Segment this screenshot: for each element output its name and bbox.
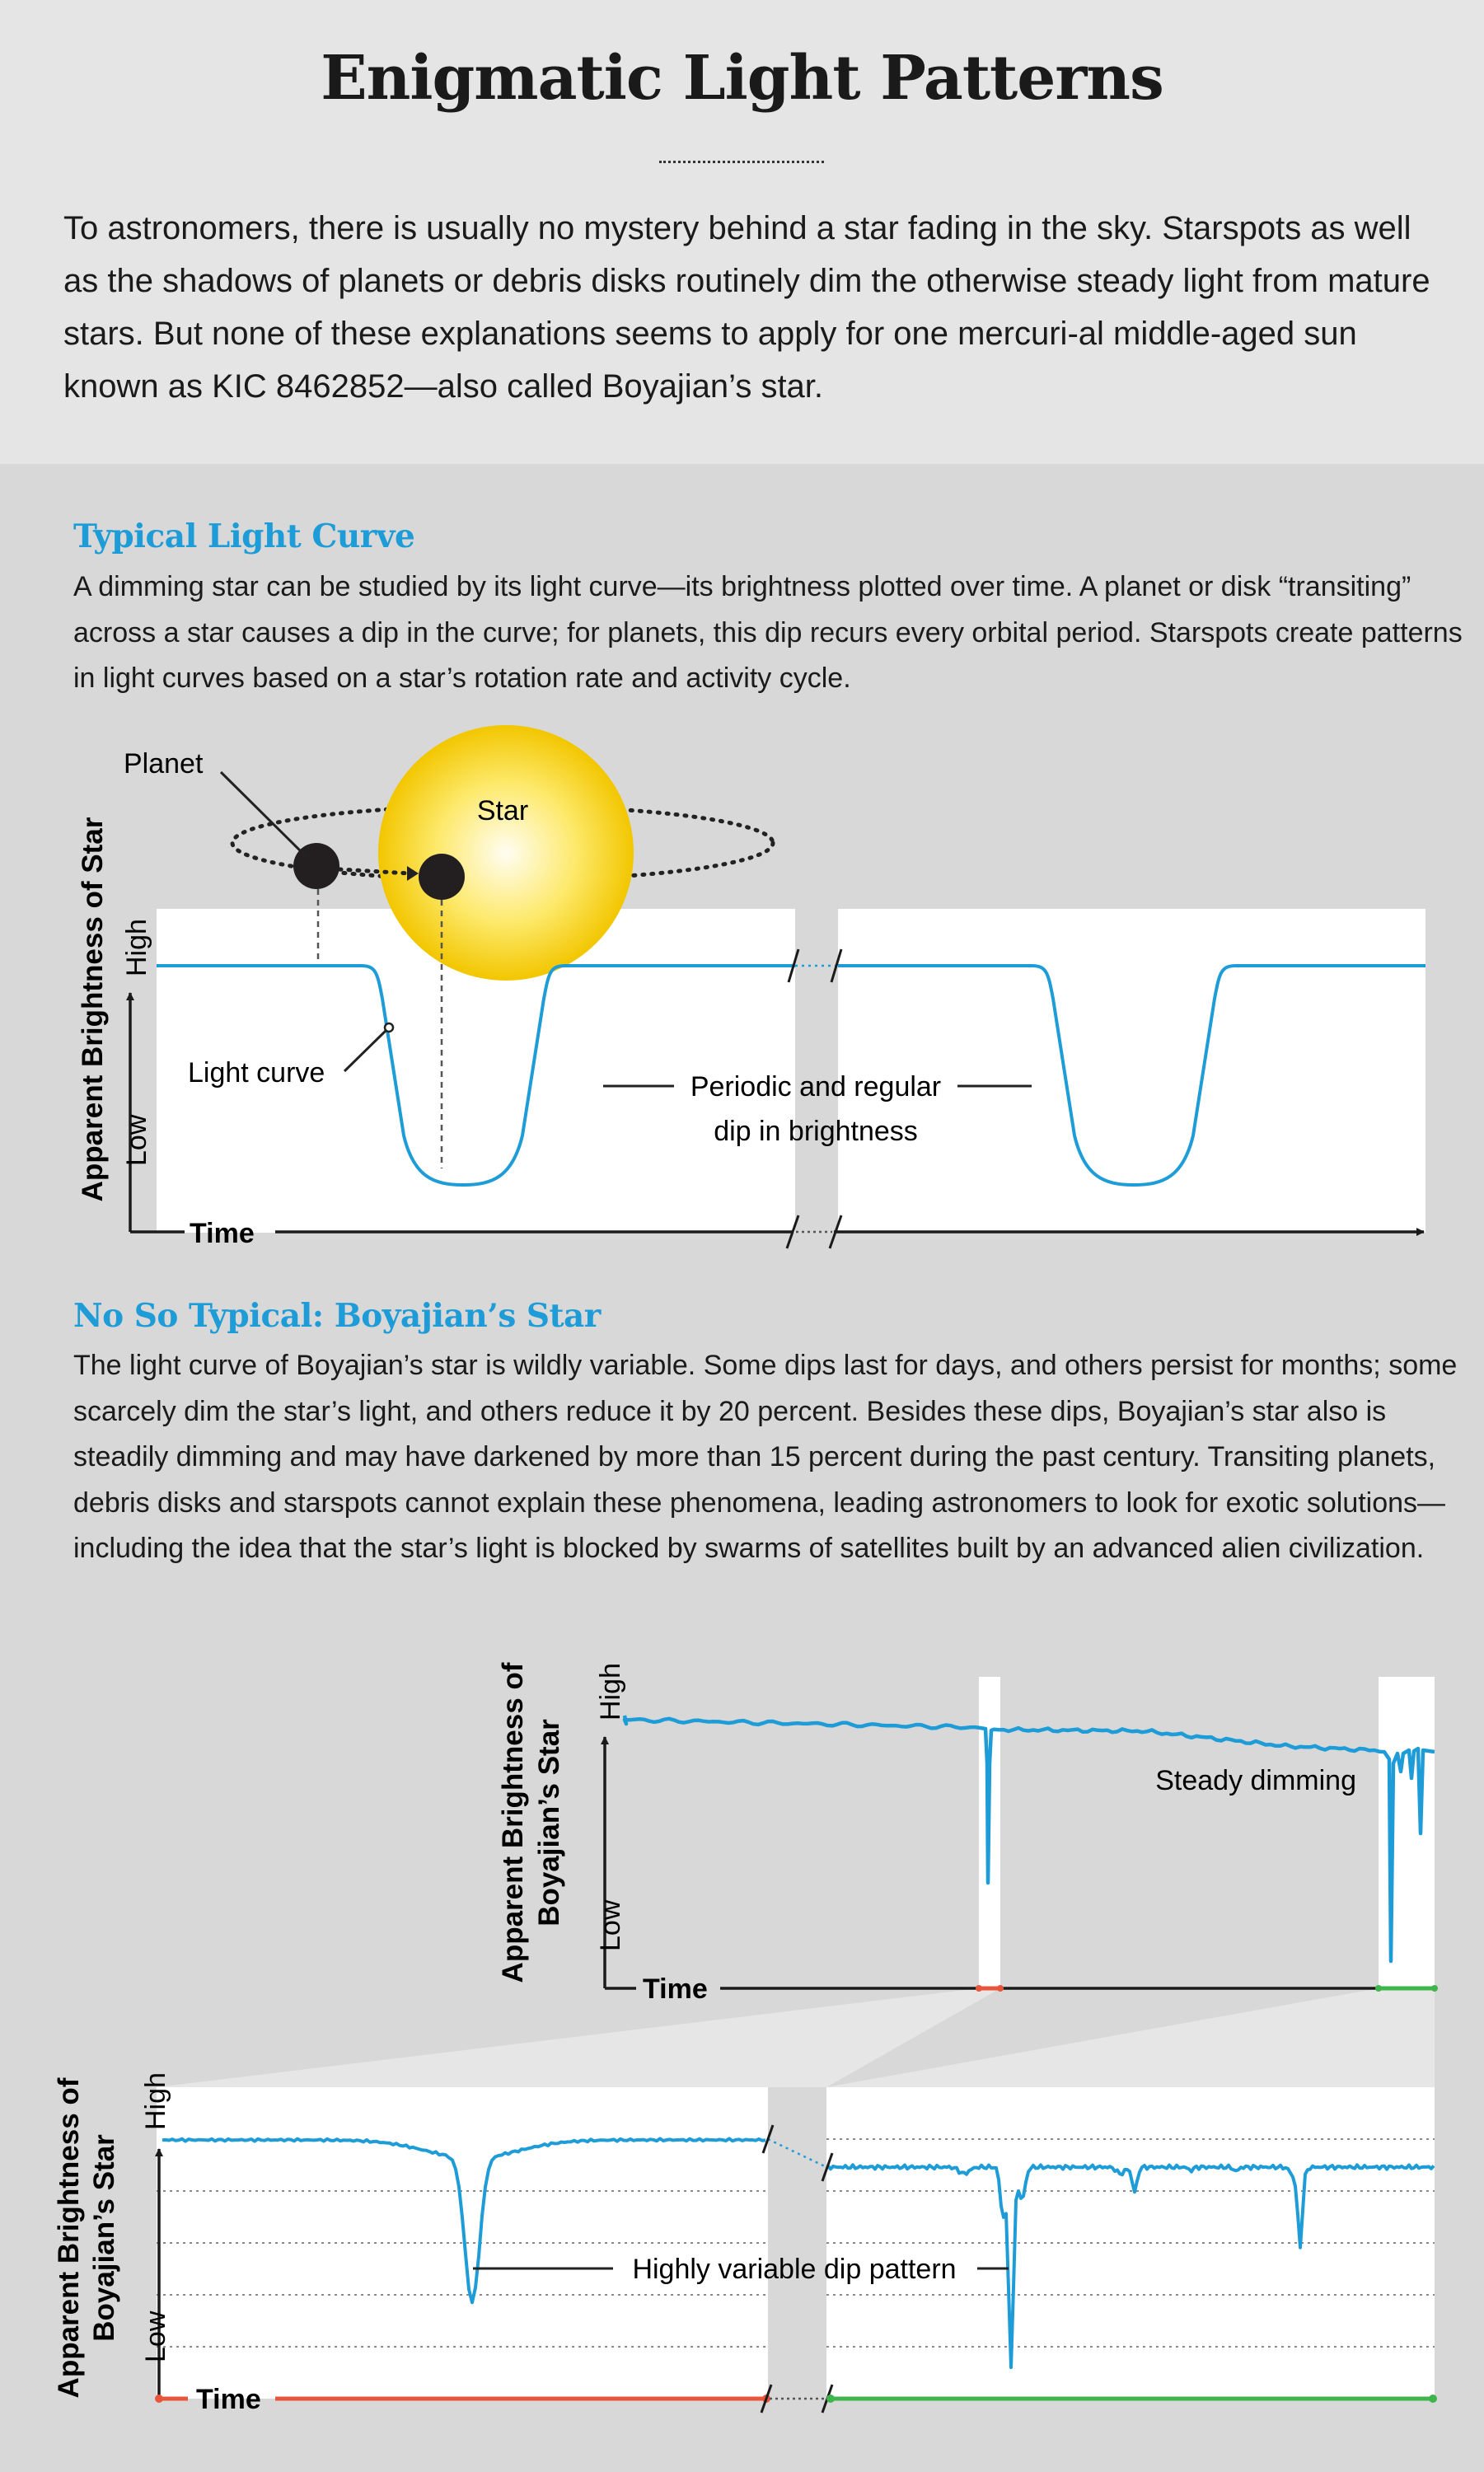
longterm-x-axis-label: Time bbox=[643, 1973, 708, 2005]
light-curve-label: Light curve bbox=[188, 1057, 325, 1089]
window-red-end-dot bbox=[997, 1985, 1004, 1992]
periodic-label-line2: dip in brightness bbox=[714, 1116, 918, 1147]
window-red-start-dot bbox=[976, 1985, 982, 1992]
detail-green-end-dot bbox=[1429, 2395, 1437, 2403]
steady-dimming-label: Steady dimming bbox=[1155, 1765, 1356, 1796]
longterm-y-axis-label-line1: Apparent Brightness of bbox=[497, 1662, 529, 1983]
light-curve-callout-dot bbox=[385, 1023, 393, 1032]
boyajian-detail-chart bbox=[53, 2072, 1437, 2415]
intro-paragraph: To astronomers, there is usually no mystery behind a star fading in the sky. Starspots as well as the shadows of planets or debris disks routinely dim the otherwise steady light from mature stars. But none of these explanations seems to apply for one mercuri-al middle-aged sun known as KIC 8462852—also called Boyajian’s star. bbox=[63, 210, 1430, 405]
planet-label: Planet bbox=[124, 748, 204, 780]
window-green-end-dot bbox=[1431, 1985, 1438, 1992]
detail-green-start-dot bbox=[826, 2395, 835, 2403]
typical-y-low-tick: Low bbox=[121, 1114, 152, 1166]
longterm-y-low-tick: Low bbox=[595, 1899, 626, 1951]
longterm-y-high-tick: High bbox=[595, 1663, 626, 1721]
typical-y-high-tick: High bbox=[121, 919, 152, 976]
boyajian-longterm-curve bbox=[625, 1716, 1435, 1961]
typical-chart bbox=[77, 725, 1425, 1249]
detail-y-low-tick: Low bbox=[140, 2310, 171, 2362]
longterm-y-axis-label-line2: Boyajian’s Star bbox=[533, 1719, 565, 1927]
detail-y-axis-label-line2: Boyajian’s Star bbox=[88, 2134, 120, 2342]
page-title: Enigmatic Light Patterns bbox=[321, 43, 1163, 114]
boyajian-section-body: The light curve of Boyajian’s star is wildly variable. Some dips last for days, and others persist for months; some scarcely dim the star’s light, and others reduce it by 20 percent. Besides these dips, Boyajian’s star also is steadily dimming and may have darkened by more than 15 percent during the past century. Transiting planets, debris disks and starspots cannot explain these phenomena, leading astronomers to look for exotic solutions—including the idea that the star’s light is blocked by swarms of satellites built by an advanced alien civilization. bbox=[73, 1350, 1458, 1564]
variable-dip-label: Highly variable dip pattern bbox=[632, 2254, 957, 2285]
detail-y-high-tick: High bbox=[140, 2072, 171, 2130]
planet-in-transit bbox=[419, 854, 465, 900]
typical-section-body: A dimming star can be studied by its light curve—its brightness plotted over time. A planet or disk “transiting” across a star causes a dip in the curve; for planets, this dip recurs every orbital period. Starspots create patterns in light curves based on a star’s rotation rate and activity cycle. bbox=[73, 571, 1463, 694]
window-highlight-green bbox=[1379, 1677, 1435, 1988]
typical-section-title: Typical Light Curve bbox=[73, 517, 415, 555]
star-label: Star bbox=[476, 795, 529, 826]
zoom-wedge-red bbox=[157, 1988, 1000, 2087]
boyajian-section-title: No So Typical: Boyajian’s Star bbox=[73, 1297, 601, 1335]
detail-y-axis-label-line1: Apparent Brightness of bbox=[53, 2077, 85, 2399]
boyajian-longterm-chart bbox=[157, 1662, 1438, 2087]
detail-x-axis-label: Time bbox=[196, 2384, 261, 2415]
window-green-start-dot bbox=[1375, 1985, 1382, 1992]
periodic-label-line1: Periodic and regular bbox=[690, 1071, 942, 1103]
typical-y-axis-label: Apparent Brightness of Star bbox=[77, 817, 109, 1202]
typical-x-axis-label: Time bbox=[190, 1218, 255, 1249]
star-disk bbox=[378, 725, 634, 981]
detail-red-start-dot bbox=[155, 2395, 163, 2403]
detail-curve-break bbox=[768, 2139, 826, 2167]
